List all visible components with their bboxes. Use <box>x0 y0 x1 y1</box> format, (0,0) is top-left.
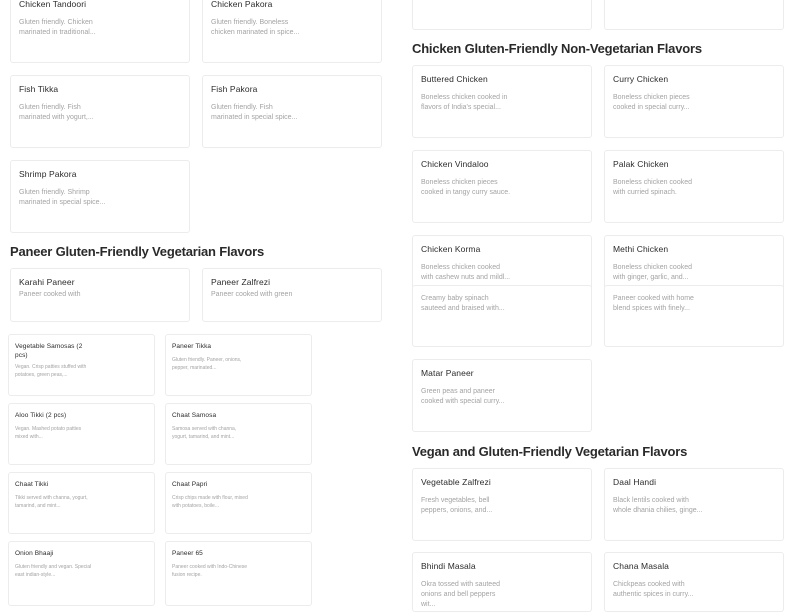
menu-item-card[interactable] <box>412 0 592 30</box>
menu-item-description: Boneless chicken pieces cooked in tangy curry sauce. <box>421 179 511 196</box>
menu-item-title: Aloo Tikki (2 pcs) <box>15 412 67 419</box>
menu-item-title: Curry Chicken <box>613 74 669 84</box>
section-heading-chicken: Chicken Gluten-Friendly Non-Vegetarian Flavors <box>412 41 702 56</box>
menu-item-description: Boneless chicken pieces cooked in special curry... <box>613 94 690 111</box>
menu-item-description: Vegan. Crisp patties stuffed with potatoes, green peas,... <box>15 364 87 378</box>
menu-item-title: Chicken Pakora <box>211 0 273 9</box>
menu-item-description: Paneer cooked with home blend spices with finely... <box>613 295 694 312</box>
menu-item-description: Boneless chicken cooked in flavors of India's special... <box>421 94 508 111</box>
menu-item-card[interactable] <box>412 150 592 223</box>
menu-item-title: Daal Handi <box>613 477 657 487</box>
menu-item-card[interactable] <box>604 468 784 541</box>
menu-item-title: Bhindi Masala <box>421 561 476 571</box>
menu-item-title: Methi Chicken <box>613 244 669 254</box>
menu-item-title: Vegetable Zalfrezi <box>421 477 491 487</box>
menu-item-title: Paneer Zalfrezi <box>211 277 271 287</box>
menu-item-description: Chickpeas cooked with authentic spices in curry... <box>613 581 694 598</box>
section-heading-vegan: Vegan and Gluten-Friendly Vegetarian Flavors <box>412 444 688 459</box>
menu-item-card[interactable] <box>604 0 784 30</box>
menu-item-title: Chaat Papri <box>172 481 208 488</box>
menu-item-card[interactable] <box>165 334 312 396</box>
menu-item-description: Gluten friendly. Shrimp marinated in special spice... <box>19 189 106 206</box>
menu-item-title: Vegetable Samosas (2 pcs) <box>15 343 83 359</box>
menu-item-card[interactable] <box>8 541 155 606</box>
menu-item-title: Palak Chicken <box>613 159 669 169</box>
menu-item-description: Fresh vegetables, bell peppers, onions, and... <box>421 497 493 514</box>
menu-item-title: Chicken Korma <box>421 244 481 254</box>
menu-item-card[interactable] <box>10 160 190 233</box>
menu-item-card[interactable] <box>165 472 312 534</box>
menu-item-card[interactable] <box>10 0 190 63</box>
menu-item-title: Chana Masala <box>613 561 670 571</box>
menu-item-card[interactable] <box>202 75 382 148</box>
menu-item-card[interactable] <box>604 150 784 223</box>
menu-item-title: Paneer Tikka <box>172 343 212 350</box>
menu-item-card[interactable] <box>165 541 312 606</box>
menu-item-title: Shrimp Pakora <box>19 169 77 179</box>
menu-item-description: Gluten friendly. Boneless chicken marinated in spice... <box>211 19 300 36</box>
menu-item-description: Tikki served with channa, yogurt, tamarind, and mint... <box>15 495 88 509</box>
menu-item-description: Gluten friendly. Paneer, onions, pepper, marinated... <box>172 357 242 371</box>
menu-item-title: Chaat Samosa <box>172 412 217 419</box>
menu-item-description: Paneer cooked with <box>19 291 81 298</box>
menu-item-title: Fish Pakora <box>211 84 258 94</box>
menu-item-description: Samosa served with channa, yogurt, tamarind, and mint... <box>172 426 237 440</box>
menu-item-description: Gluten friendly and vegan. Special east indian-style... <box>15 564 92 578</box>
menu-item-card[interactable] <box>8 403 155 465</box>
menu-item-card[interactable] <box>412 468 592 541</box>
menu-item-card[interactable] <box>8 334 155 396</box>
menu-item-title: Chicken Tandoori <box>19 0 87 9</box>
menu-item-card[interactable] <box>8 472 155 534</box>
menu-item-title: Buttered Chicken <box>421 74 488 84</box>
menu-item-description: Gluten friendly. Fish marinated with yogurt,... <box>19 104 94 121</box>
menu-item-title: Onion Bhaaji <box>15 550 54 557</box>
section-heading-paneer: Paneer Gluten-Friendly Vegetarian Flavors <box>10 244 265 259</box>
menu-item-card[interactable] <box>202 268 382 322</box>
menu-item-description: Crisp chips made with flour, mixed with potatoes, boile... <box>172 495 248 509</box>
menu-item-description: Green peas and paneer cooked with special curry... <box>421 388 505 405</box>
menu-item-card[interactable] <box>604 65 784 138</box>
menu-item-card[interactable] <box>202 0 382 63</box>
menu-item-card[interactable] <box>412 65 592 138</box>
menu-item-card[interactable] <box>412 359 592 432</box>
menu-item-description: Okra tossed with sauteed onions and bell peppers wit... <box>421 581 500 608</box>
menu-item-title: Chicken Vindaloo <box>421 159 489 169</box>
menu-item-card[interactable] <box>604 285 784 347</box>
menu-item-description: Boneless chicken cooked with cashew nuts and mildl... <box>421 264 511 281</box>
menu-item-title: Matar Paneer <box>421 368 474 378</box>
menu-item-description: Boneless chicken cooked with ginger, garlic, and... <box>613 264 692 281</box>
menu-item-description: Paneer cooked with Indo-Chinese fusion recipe. <box>172 564 248 578</box>
menu-item-title: Chaat Tikki <box>15 481 49 488</box>
menu-item-title: Fish Tikka <box>19 84 59 94</box>
menu-item-card[interactable] <box>412 285 592 347</box>
menu-item-title: Paneer 65 <box>172 550 203 557</box>
menu-item-card[interactable] <box>165 403 312 465</box>
menu-item-card[interactable] <box>10 75 190 148</box>
menu-item-description: Creamy baby spinach sauteed and braised with... <box>421 295 505 312</box>
menu-item-description: Vegan. Mashed potato patties mixed with... <box>15 426 82 440</box>
menu-item-description: Black lentils cooked with whole dhania chilies, ginge... <box>613 497 703 514</box>
menu-item-card[interactable] <box>604 552 784 612</box>
menu-item-description: Gluten friendly. Chicken marinated in traditional... <box>19 19 96 36</box>
menu-item-card[interactable] <box>10 268 190 322</box>
menu-item-description: Paneer cooked with green <box>211 291 293 298</box>
menu-item-card[interactable] <box>412 552 592 612</box>
menu-item-description: Gluten friendly. Fish marinated in special spice... <box>211 104 298 121</box>
menu-item-title: Karahi Paneer <box>19 277 75 287</box>
menu-item-description: Boneless chicken cooked with curried spinach. <box>613 179 692 196</box>
